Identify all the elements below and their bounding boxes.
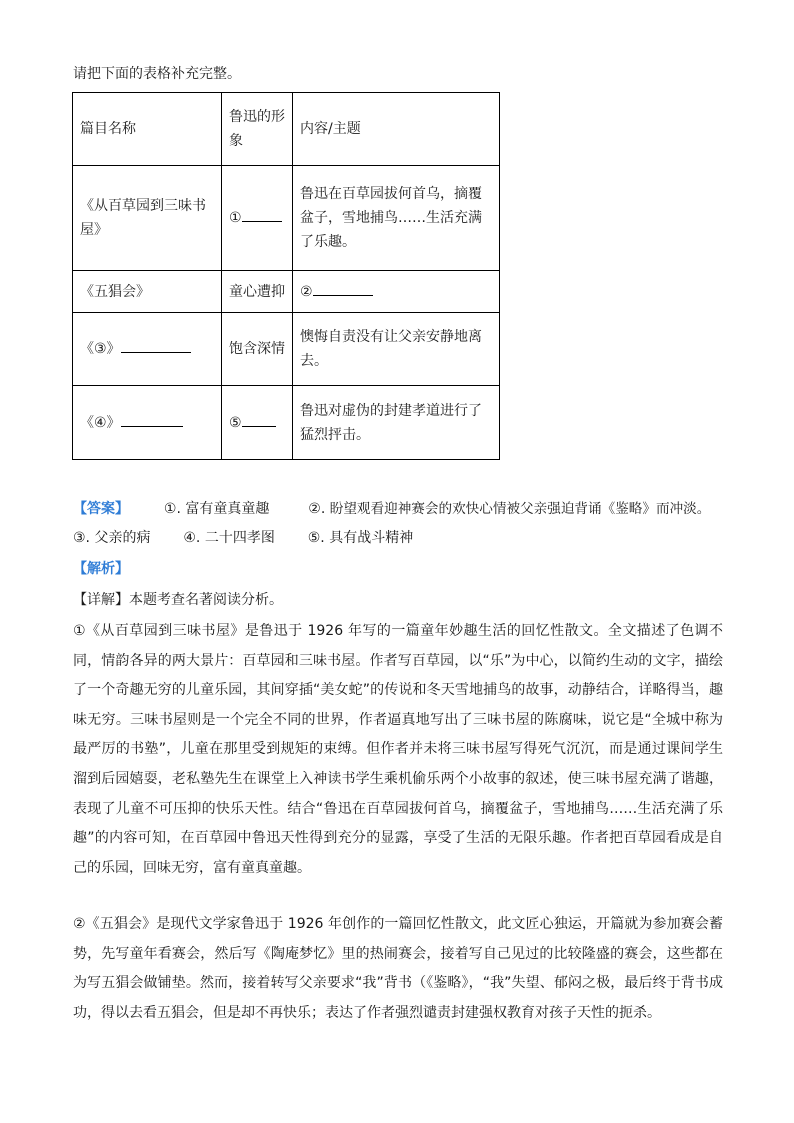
analysis-paragraph-1 xyxy=(73,617,723,883)
answer-text: 富有童真童趣 xyxy=(185,501,270,517)
blank-label: ⑤ xyxy=(229,414,242,431)
answer-num: ②. xyxy=(308,501,326,517)
blank-label: ② xyxy=(300,283,313,300)
instruction: 请把下面的表格补充完整。 xyxy=(73,66,241,82)
cell-title: 《从百草园到三味书屋》 xyxy=(73,166,222,271)
cell-image xyxy=(222,166,293,271)
cell-content: 懊悔自责没有让父亲安静地离去。 xyxy=(293,313,500,386)
answer-text: 具有战斗精神 xyxy=(329,530,414,546)
blank-label: ① xyxy=(229,210,242,226)
cell-image: 饱含深情 xyxy=(222,313,293,386)
table-row xyxy=(73,313,500,386)
cell-image: 童心遭抑 xyxy=(222,271,293,313)
answer-text: 二十四孝图 xyxy=(204,530,275,546)
blank-label: 《④》 xyxy=(80,414,121,431)
table-row xyxy=(73,271,500,313)
header-image: 鲁迅的形象 xyxy=(222,93,293,166)
cell-content: 鲁迅对虚伪的封建孝道进行了猛烈抨击。 xyxy=(293,386,500,460)
header-title: 篇目名称 xyxy=(73,93,222,166)
cell-image xyxy=(222,386,293,460)
blank-label: 《③》 xyxy=(80,341,121,357)
fill-blank xyxy=(121,412,183,427)
answer-text: 盼望观看迎神赛会的欢快心情被父亲强迫背诵《鉴略》而冲淡。 xyxy=(329,501,711,517)
cell-title: 《五猖会》 xyxy=(73,271,222,313)
fill-blank xyxy=(242,207,282,222)
detail-intro: 本题考查名著阅读分析。 xyxy=(129,592,283,608)
paragraph-text: ①《从百草园到三味书屋》是鲁迅于 1926 年写的一篇童年妙趣生活的回忆性散文。全文描述了色调不同，情韵各异的两大景片：百草园和三味书屋。作者写百草园，以“乐”为中心，以简约生动的文字，描绘了一个奇趣无穷的儿童乐园，其间穿插“美女蛇”的传说和冬天雪地捕鸟的故事，动静结合，详略得当，趣味无穷。三味书屋则是一个完全不同的世界，作者逼真地写出了三味书屋的陈腐味，说它是“全城中称为最严厉的书塾”，儿童在那里受到规矩的束缚。但作者并未将三味书屋写得死气沉沉，而是通过课间学生溜到后园嬉耍，老私塾先生在课堂上入神读书学生乘机偷乐两个小故事的叙述，使三味书屋充满了谐趣，表现了儿童不可压抑的快乐天性。结合“鲁迅在百草园拔何首乌，摘覆盆子，雪地捕鸟……生活充满了乐趣”的内容可知，在百草园中鲁迅天性得到充分的显露，享受了生活的无限乐趣。作者把百草园看成是自己的乐园，回味无穷，富有童真童趣。 xyxy=(73,623,723,876)
answer-line-2 xyxy=(73,528,413,548)
cell-title xyxy=(73,386,222,460)
analysis-paragraph-2 xyxy=(73,910,723,1028)
table-row xyxy=(73,386,500,460)
fill-blank xyxy=(313,281,373,296)
detail-tag: 【详解】 xyxy=(73,592,129,608)
table-header-row xyxy=(73,93,500,166)
paragraph-text: ②《五猖会》是现代文学家鲁迅于 1926 年创作的一篇回忆性散文，此文匠心独运，开篇就为参加赛会蓄势，先写童年看赛会，然后写《陶庵梦忆》里的热闹赛会，接着写自己见过的比较隆盛的赛会，这些都在为写五猖会做铺垫。然而，接着转写父亲要求“我”背书（《鉴略》，“我”失望、郁闷之极，最后终于背书成功，得以去看五猖会，但是却不再快乐；表达了作者强烈谴责封建强权教育对孩子天性的扼杀。 xyxy=(73,916,723,1021)
answer-num: ④. xyxy=(183,530,201,546)
detail-line xyxy=(73,590,283,610)
answer-num: ③. xyxy=(73,530,91,546)
cell-content: 鲁迅在百草园拔何首乌，摘覆盆子，雪地捕鸟……生活充满了乐趣。 xyxy=(293,166,500,271)
summary-table xyxy=(72,92,500,460)
answer-text: 父亲的病 xyxy=(94,530,151,546)
analysis-tag: 【解析】 xyxy=(73,561,129,577)
answer-num: ①. xyxy=(163,501,181,517)
cell-title xyxy=(73,313,222,386)
table-row xyxy=(73,166,500,271)
answer-num: ⑤. xyxy=(307,530,325,546)
answer-line-1 xyxy=(73,499,710,519)
header-content: 内容/主题 xyxy=(293,93,500,166)
fill-blank xyxy=(121,338,191,353)
cell-content xyxy=(293,271,500,313)
fill-blank xyxy=(242,412,276,427)
answer-tag: 【答案】 xyxy=(73,501,129,517)
